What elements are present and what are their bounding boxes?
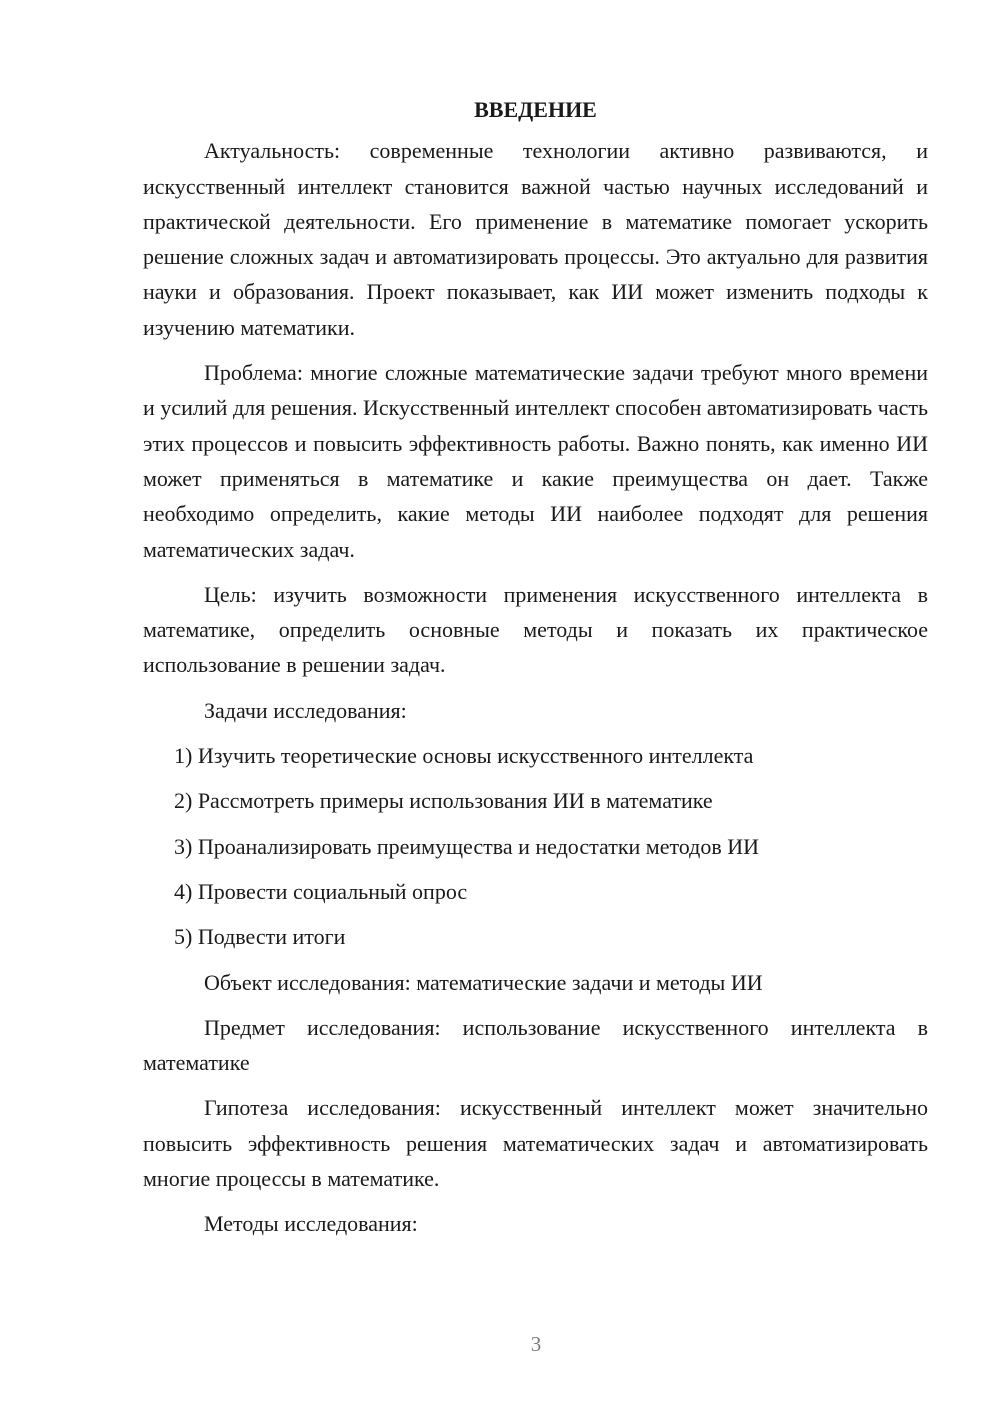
tasks-list: [143, 738, 928, 954]
list-item: 4) Провести социальный опрос: [174, 878, 468, 904]
list-item: 5) Подвести итоги: [174, 924, 346, 950]
paragraph-hypothesis: Гипотеза исследования: искусственный интеллект может значительно повысить эффективность решения математических задач и автоматизировать многие процессы в математике.: [143, 1095, 928, 1192]
paragraph-relevance: Актуальность: современные технологии активно развиваются, и искусственный интеллект становится важной частью научных исследований и практической деятельности. Его применение в математике помогает ускорить решение сложных задач и автоматизировать процессы. Это актуально для развития науки и образования. Проект показывает, как ИИ может изменить подходы к изучению математики.: [143, 138, 928, 340]
section-heading: ВВЕДЕНИЕ: [474, 97, 597, 122]
document-page: [143, 92, 928, 1252]
paragraph-methods: Методы исследования:: [204, 1211, 418, 1237]
paragraph-goal: Цель: изучить возможности применения искусственного интеллекта в математике, определить основные методы и показать их практическое использование в решении задач.: [143, 581, 928, 678]
paragraph-subject: Предмет исследования: использование искусственного интеллекта в математике: [143, 1014, 928, 1076]
list-item: 3) Проанализировать преимущества и недостатки методов ИИ: [174, 833, 760, 859]
paragraph-tasks-title: Задачи исследования:: [204, 697, 407, 723]
paragraph-object: Объект исследования: математические задачи и методы ИИ: [204, 969, 763, 995]
paragraph-problem: Проблема: многие сложные математические задачи требуют много времени и усилий для решения. Искусственный интеллект способен автоматизировать часть этих процессов и повысить эффективность работы. Важно понять, как именно ИИ может применяться в математике и какие преимущества он дает. Также необходимо определить, какие методы ИИ наиболее подходят для решения математических задач.: [143, 360, 928, 562]
list-item: 2) Рассмотреть примеры использования ИИ в математике: [174, 788, 713, 814]
page-number: 3: [530, 1332, 542, 1356]
list-item: 1) Изучить теоретические основы искусственного интеллекта: [174, 743, 754, 769]
